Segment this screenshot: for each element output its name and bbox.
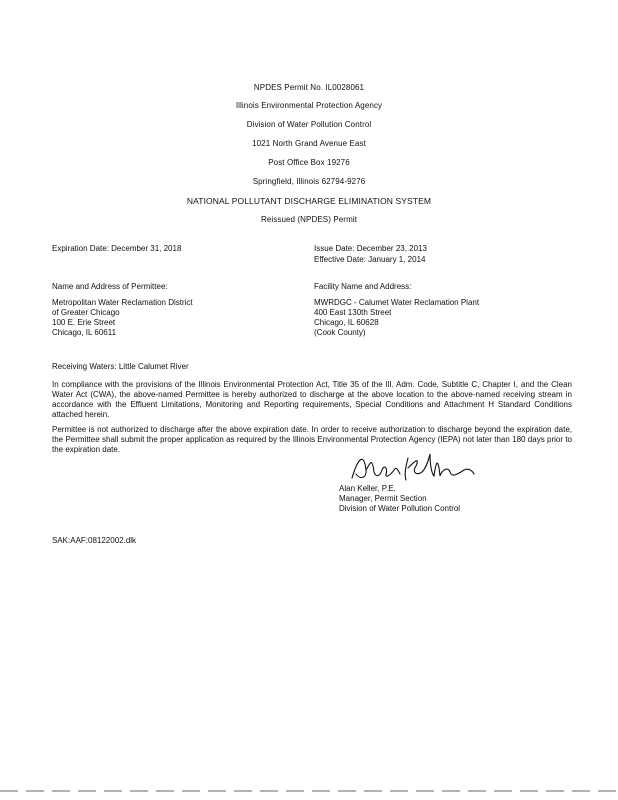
signatory-name: Alan Keller, P.E. <box>339 484 396 493</box>
permit-number: NPDES Permit No. IL0028061 <box>253 83 365 92</box>
permittee-line: of Greater Chicago <box>52 308 120 317</box>
signatory-division: Division of Water Pollution Control <box>339 504 461 513</box>
permittee-line: Chicago, IL 60611 <box>52 328 117 337</box>
reissued-label: Reissued (NPDES) Permit <box>260 215 358 224</box>
signatory-block <box>339 484 460 514</box>
facility-heading: Facility Name and Address: <box>314 282 412 291</box>
permittee-address <box>52 298 193 338</box>
system-title: NATIONAL POLLUTANT DISCHARGE ELIMINATION SYSTEM <box>186 196 432 206</box>
facility-line: Chicago, IL 60628 <box>314 318 379 327</box>
po-box: Post Office Box 19276 <box>268 158 350 167</box>
scan-edge-artifact <box>0 790 618 792</box>
facility-line: 400 East 130th Street <box>314 308 392 317</box>
signatory-title: Manager, Permit Section <box>339 494 427 503</box>
permittee-heading: Name and Address of Permittee: <box>52 282 168 291</box>
facility-line: MWRDGC - Calumet Water Reclamation Plant <box>314 298 480 307</box>
issue-date: Issue Date: December 23, 2013 <box>314 244 427 253</box>
receiving-waters: Receiving Waters: Little Calumet River <box>52 362 189 371</box>
compliance-paragraph: In compliance with the provisions of the Illinois Environmental Protection Act, Title 35 of the Ill. Adm. Code, Subtitle C, Chapter I, and the Clean Water Act (CWA), the above-named Permittee is hereby authorized to discharge at the above location to the above-named receiving stream in accordance with the Effluent Limitations, Monitoring and Reporting requirements, Special Conditions and Attachment H Standard Conditions attached herein. <box>52 380 572 419</box>
permittee-line: 100 E. Erie Street <box>52 318 116 327</box>
expiration-date: Expiration Date: December 31, 2018 <box>52 244 182 253</box>
reference-code: SAK:AAF:08122002.dlk <box>52 536 137 545</box>
effective-date: Effective Date: January 1, 2014 <box>314 255 426 264</box>
city-state-zip: Springfield, Illinois 62794-9276 <box>252 177 366 186</box>
signature-scrawl <box>346 448 476 486</box>
permittee-line: Metropolitan Water Reclamation District <box>52 298 193 307</box>
division-name: Division of Water Pollution Control <box>246 120 372 129</box>
facility-line: (Cook County) <box>314 328 366 337</box>
agency-name: Illinois Environmental Protection Agency <box>235 101 383 110</box>
street-address: 1021 North Grand Avenue East <box>252 139 366 148</box>
facility-address <box>314 298 479 338</box>
expiration-paragraph: Permittee is not authorized to discharge after the above expiration date. In order to receive authorization to discharge beyond the expiration date, the Permittee shall submit the proper application as required by the Illinois Environmental Protection Agency (IEPA) not later than 180 days prior to the expiration date. <box>52 425 572 454</box>
